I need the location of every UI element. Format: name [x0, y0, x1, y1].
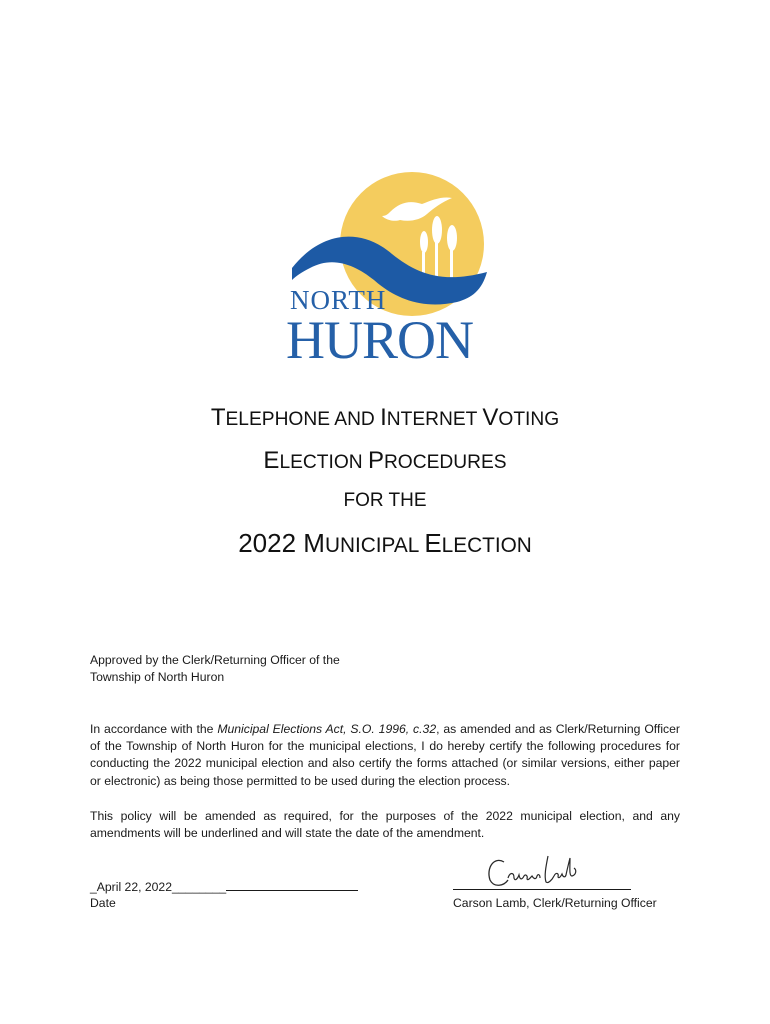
title-line-2 — [0, 447, 770, 475]
approval-line-2: Township of North Huron — [90, 670, 225, 685]
act-citation: Municipal Elections Act, S.O. 1996, c.32 — [217, 722, 437, 736]
title-word: ROCEDURES — [383, 452, 507, 473]
north-huron-logo — [282, 172, 492, 362]
title-word: LECTION — [441, 534, 532, 557]
handwritten-signature — [482, 848, 582, 894]
title-word-cap: E — [263, 447, 280, 474]
signature-line — [453, 889, 631, 890]
title-year: 2022 — [238, 528, 304, 558]
title-word: UNICIPAL — [324, 534, 425, 557]
title-word-cap: V — [482, 404, 499, 431]
approval-statement — [90, 652, 680, 686]
approval-line-1: Approved by the Clerk/Returning Officer of the — [90, 653, 340, 667]
date-value: _April 22, 2022________ — [90, 880, 227, 894]
logo-text-north: NORTH — [290, 285, 387, 315]
date-field — [90, 878, 358, 894]
title-word-cap: M — [303, 528, 325, 558]
policy-paragraph: This policy will be amended as required, for the purposes of the 2022 municipal election, and any amendments will be underlined and will state the date of the amendment. — [90, 809, 680, 841]
title-line-3: FOR THE — [343, 490, 427, 511]
title-word-cap: T — [210, 404, 226, 431]
title-line-1 — [0, 404, 770, 432]
logo-text-huron: HURON — [286, 310, 474, 362]
date-label: Date — [90, 896, 116, 910]
title-word-cap: E — [424, 528, 442, 558]
title-line-4 — [0, 528, 770, 559]
cert-body: , as amended and as Clerk/Returning Officer of the Township of North Huron for the municipal elections, I do hereby certify the following procedures for conducting the 2022 municipal election and also certify the forms attached (or similar versions, either paper or electronic) as being those permitted to be used during the election process. — [90, 722, 680, 788]
title-word: NTERNET — [386, 409, 483, 430]
title-word-cap: I — [380, 404, 387, 431]
title-word: ELEPHONE AND — [225, 409, 381, 430]
signatory-name: Carson Lamb, Clerk/Returning Officer — [453, 896, 657, 910]
date-underline — [226, 878, 358, 891]
title-word-cap: P — [367, 447, 384, 474]
title-word: LECTION — [279, 452, 368, 473]
certification-paragraph — [90, 721, 680, 790]
title-word: OTING — [498, 409, 560, 430]
cert-intro: In accordance with the — [90, 722, 218, 736]
